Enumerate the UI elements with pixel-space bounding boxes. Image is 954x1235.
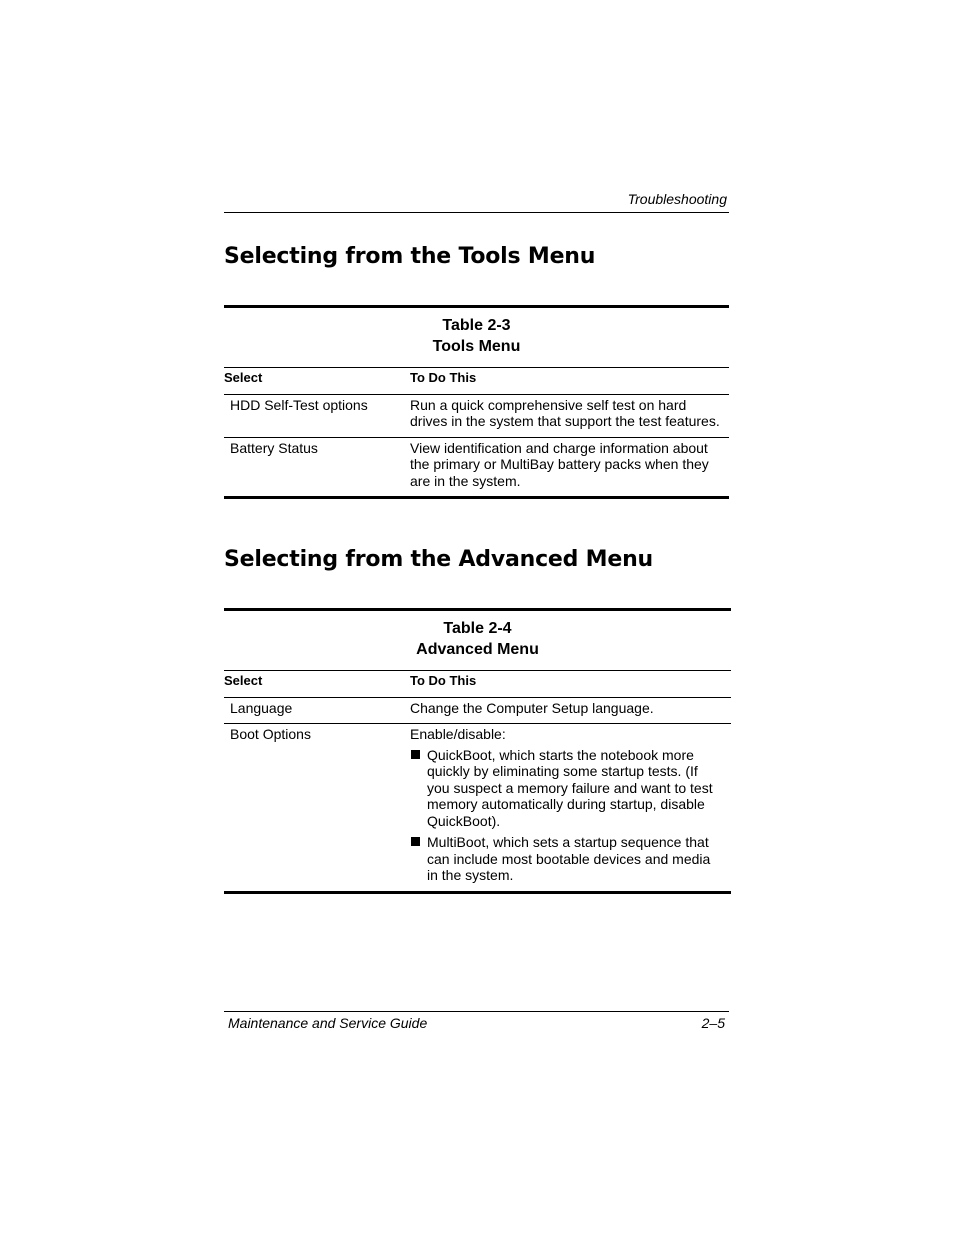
- table-row: [224, 697, 731, 724]
- section-heading-tools-menu: Selecting from the Tools Menu: [224, 244, 596, 269]
- table-number: Table 2-3: [442, 317, 511, 334]
- column-header-todo: To Do This: [410, 368, 729, 395]
- row-select-cell: Boot Options: [224, 724, 410, 893]
- table-row: [224, 437, 729, 498]
- table-row: [224, 394, 729, 437]
- bullet-list: [410, 747, 723, 884]
- table-row: [224, 724, 731, 893]
- row-todo-cell: View identification and charge information about the primary or MultiBay battery packs when they are in the system.: [410, 437, 729, 498]
- row-todo-intro: Enable/disable:: [410, 726, 506, 742]
- footer-guide-title: Maintenance and Service Guide: [228, 1015, 428, 1031]
- column-header-select: Select: [224, 368, 410, 395]
- page-header: [224, 190, 729, 213]
- table-caption: [224, 610, 731, 671]
- table-caption: [224, 307, 729, 368]
- row-select-cell: Language: [224, 697, 410, 724]
- footer-page-number: 2–5: [701, 1015, 725, 1031]
- page-footer: [224, 1011, 729, 1036]
- square-bullet-icon: [411, 837, 420, 846]
- list-item: [410, 747, 723, 830]
- table-header-row: [224, 368, 729, 395]
- column-header-select: Select: [224, 671, 410, 698]
- list-item-text: QuickBoot, which starts the notebook more quickly by eliminating some startup tests. (If you suspect a memory failure and want to test memory automatically during startup, disable QuickBoot).: [427, 746, 713, 829]
- table-number: Table 2-4: [443, 620, 512, 637]
- column-header-todo: To Do This: [410, 671, 731, 698]
- list-item-text: MultiBoot, which sets a startup sequence that can include most bootable devices and media in the system.: [427, 834, 711, 883]
- tools-menu-table: [224, 305, 729, 499]
- section-heading-advanced-menu: Selecting from the Advanced Menu: [224, 547, 654, 572]
- square-bullet-icon: [411, 750, 420, 759]
- table-caption-row: [224, 610, 731, 671]
- row-todo-cell: [410, 724, 731, 893]
- row-todo-cell: Run a quick comprehensive self test on hard drives in the system that support the test features.: [410, 394, 729, 437]
- table-header-row: [224, 671, 731, 698]
- list-item: [410, 834, 723, 884]
- table-name: Advanced Menu: [416, 641, 539, 658]
- row-todo-cell: Change the Computer Setup language.: [410, 697, 731, 724]
- running-title: Troubleshooting: [627, 191, 727, 207]
- row-select-cell: Battery Status: [224, 437, 410, 498]
- table-name: Tools Menu: [432, 338, 521, 355]
- table-caption-row: [224, 307, 729, 368]
- advanced-menu-table: [224, 608, 731, 894]
- row-select-cell: HDD Self-Test options: [224, 394, 410, 437]
